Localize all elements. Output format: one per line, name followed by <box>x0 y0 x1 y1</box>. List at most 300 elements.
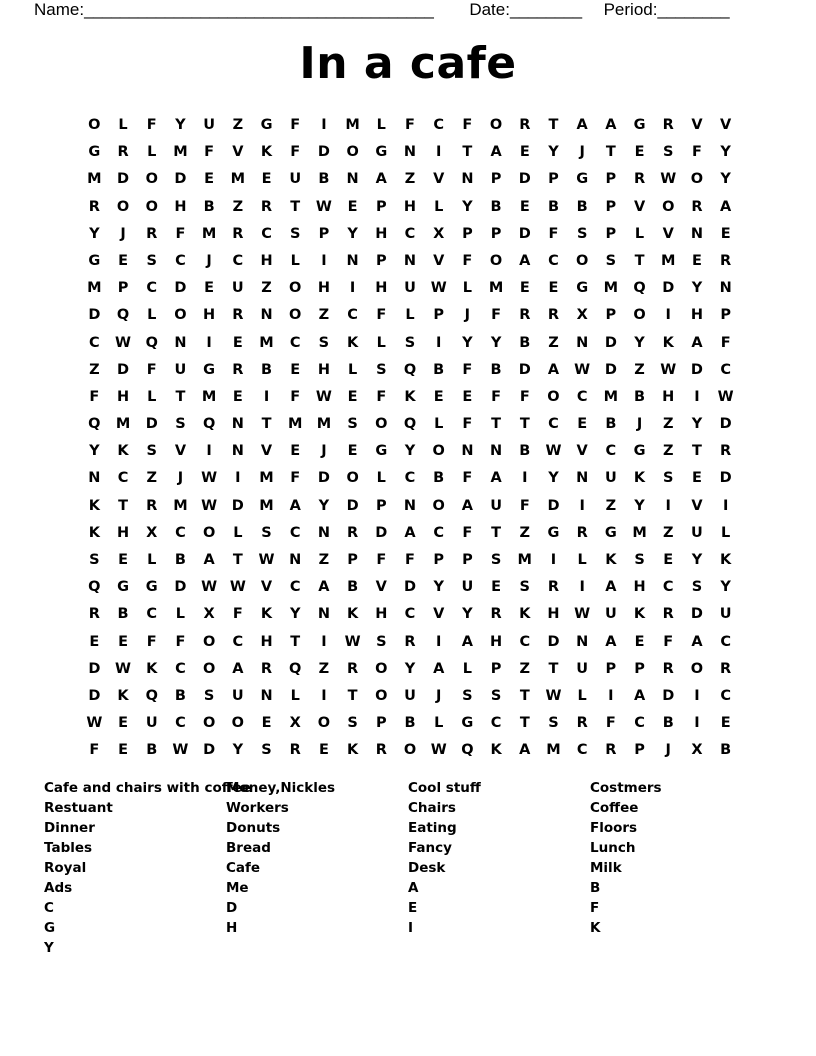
grid-cell: S <box>691 579 703 596</box>
grid-cell: P <box>318 225 330 242</box>
grid-cell: F <box>519 497 530 514</box>
grid-cell: Z <box>662 443 674 460</box>
grid-cell: D <box>662 687 675 704</box>
grid-cell: D <box>719 416 732 433</box>
grid-cell: S <box>146 443 157 460</box>
grid-cell: D <box>547 633 560 650</box>
word-list-item: E <box>408 900 418 916</box>
grid-cell: Q <box>461 742 474 759</box>
word-list-item: F <box>590 900 600 916</box>
grid-cell: N <box>403 252 417 269</box>
grid-cell: E <box>634 633 645 650</box>
grid-cell: O <box>375 660 388 677</box>
word-list-item: Cafe <box>226 860 261 876</box>
grid-cell: D <box>518 361 531 378</box>
grid-cell: C <box>576 742 588 759</box>
word-list-item: Fancy <box>408 840 452 856</box>
grid-cell: J <box>206 252 212 269</box>
grid-cell: Y <box>462 198 473 215</box>
grid-cell: R <box>117 144 129 161</box>
grid-cell: K <box>117 443 129 460</box>
grid-cell: Q <box>116 307 130 324</box>
grid-cell: I <box>235 470 241 487</box>
grid-cell: J <box>579 144 585 161</box>
grid-cell: E <box>519 144 530 161</box>
grid-cell: Y <box>634 497 645 514</box>
grid-cell: F <box>146 633 157 650</box>
grid-cell: P <box>462 225 473 242</box>
grid-cell: K <box>519 606 531 623</box>
grid-cell: Q <box>202 416 216 433</box>
grid-cell: U <box>203 117 216 133</box>
grid-cell: S <box>318 334 330 351</box>
grid-cell: O <box>375 416 388 433</box>
grid-cell: G <box>461 715 474 732</box>
word-list-item: Ads <box>44 880 73 896</box>
grid-cell: Z <box>261 280 272 297</box>
grid-cell: W <box>258 552 275 568</box>
grid-cell: R <box>547 307 560 324</box>
grid-cell: H <box>203 307 216 324</box>
grid-cell: H <box>260 252 273 269</box>
grid-cell: Z <box>318 552 330 568</box>
grid-cell: F <box>146 117 157 133</box>
grid-cell: M <box>173 497 188 514</box>
grid-cell: R <box>232 307 244 324</box>
word-list-item: Donuts <box>226 820 281 836</box>
grid-cell: Y <box>347 225 358 242</box>
grid-cell: Q <box>88 416 101 433</box>
grid-cell: V <box>260 443 273 460</box>
grid-cell: S <box>146 252 157 269</box>
student-info-header <box>34 0 782 24</box>
grid-cell: O <box>145 171 158 188</box>
grid-cell: D <box>375 524 388 541</box>
grid-cell: O <box>231 715 244 732</box>
grid-cell: A <box>547 361 560 378</box>
grid-cell: T <box>290 198 301 215</box>
grid-cell: K <box>404 388 416 405</box>
grid-cell: W <box>201 470 218 487</box>
grid-cell: A <box>691 334 703 351</box>
grid-cell: M <box>259 470 274 487</box>
grid-cell: W <box>574 606 591 623</box>
grid-cell: O <box>346 470 359 487</box>
grid-cell: A <box>203 552 215 568</box>
grid-cell: L <box>721 524 731 541</box>
grid-cell: F <box>491 307 502 324</box>
grid-cell: R <box>633 171 646 188</box>
grid-cell: A <box>576 117 588 133</box>
grid-cell: E <box>347 198 358 215</box>
grid-cell: T <box>175 388 186 405</box>
grid-cell: Z <box>89 361 100 378</box>
grid-cell: T <box>347 687 358 704</box>
grid-cell: C <box>175 715 186 732</box>
grid-cell: B <box>519 443 531 460</box>
grid-cell: N <box>576 470 589 487</box>
grid-cell: A <box>633 687 646 704</box>
grid-cell: E <box>290 361 301 378</box>
word-list-item: Tables <box>44 840 93 856</box>
grid-cell: M <box>173 144 188 161</box>
grid-cell: H <box>375 280 388 297</box>
grid-cell: V <box>433 171 445 188</box>
grid-cell: G <box>117 579 129 596</box>
word-list-item: Coffee <box>590 800 639 816</box>
grid-cell: C <box>404 470 416 487</box>
grid-cell: R <box>519 307 531 324</box>
grid-cell: D <box>203 742 216 759</box>
grid-cell: A <box>519 742 531 759</box>
grid-cell: G <box>633 443 646 460</box>
date-blank-line[interactable]: ________ <box>509 0 582 19</box>
grid-cell: F <box>146 361 157 378</box>
grid-cell: E <box>261 715 272 732</box>
grid-cell: M <box>287 416 303 433</box>
grid-cell: A <box>605 579 617 596</box>
grid-cell: M <box>201 225 217 242</box>
grid-cell: A <box>691 633 703 650</box>
grid-cell: N <box>461 171 474 188</box>
grid-cell: N <box>231 416 244 433</box>
grid-cell: N <box>317 524 330 541</box>
grid-cell: V <box>576 443 588 460</box>
grid-cell: T <box>519 687 530 704</box>
grid-cell: P <box>433 552 444 568</box>
grid-cell: V <box>174 443 187 460</box>
grid-cell: C <box>548 252 559 269</box>
grid-cell: T <box>462 144 473 161</box>
grid-cell: A <box>720 198 732 215</box>
grid-cell: R <box>519 117 531 133</box>
grid-cell: N <box>260 687 273 704</box>
grid-cell: S <box>605 252 617 269</box>
grid-cell: A <box>490 470 502 487</box>
grid-cell: Q <box>403 361 417 378</box>
grid-cell: K <box>346 334 359 351</box>
grid-cell: L <box>434 715 444 732</box>
grid-cell: S <box>261 524 272 541</box>
grid-cell: F <box>175 633 186 650</box>
grid-cell: I <box>435 144 442 161</box>
grid-cell: L <box>376 470 386 487</box>
grid-cell: P <box>605 198 617 215</box>
grid-cell: F <box>519 388 530 405</box>
grid-cell: N <box>174 334 187 351</box>
name-blank-line[interactable]: _______________________________________ <box>84 0 434 19</box>
grid-cell: W <box>315 388 332 405</box>
grid-cell: B <box>203 198 215 215</box>
name-label: Name: <box>34 0 85 19</box>
grid-cell: S <box>376 633 387 650</box>
grid-cell: O <box>432 497 445 514</box>
period-blank-line[interactable]: ________ <box>657 0 730 19</box>
grid-cell: S <box>663 470 674 487</box>
grid-cell: O <box>375 687 388 704</box>
grid-cell: M <box>345 117 360 133</box>
grid-cell: I <box>694 687 700 704</box>
grid-cell: D <box>88 660 101 677</box>
grid-cell: C <box>117 470 129 487</box>
grid-cell: D <box>346 497 359 514</box>
grid-cell: G <box>145 579 158 596</box>
word-list-item: I <box>408 920 414 936</box>
grid-cell: A <box>605 117 617 133</box>
word-list-item: Chairs <box>408 800 456 816</box>
word-list-item: D <box>226 900 238 916</box>
grid-cell: T <box>548 117 559 133</box>
grid-cell: Z <box>605 497 617 514</box>
grid-cell: B <box>146 742 158 759</box>
word-list-column <box>590 778 772 958</box>
grid-cell: U <box>604 470 617 487</box>
grid-cell: E <box>577 416 588 433</box>
grid-cell: R <box>662 660 674 677</box>
grid-cell: I <box>522 470 528 487</box>
grid-cell: G <box>375 443 388 460</box>
grid-cell: I <box>206 443 212 460</box>
grid-cell: R <box>490 606 502 623</box>
grid-cell: C <box>289 579 301 596</box>
grid-cell: Z <box>146 470 157 487</box>
grid-cell: F <box>462 117 473 133</box>
grid-cell: K <box>117 687 129 704</box>
grid-cell: S <box>347 715 358 732</box>
grid-cell: S <box>175 416 186 433</box>
grid-cell: B <box>605 416 617 433</box>
grid-cell: W <box>717 388 734 405</box>
grid-cell: R <box>146 225 158 242</box>
grid-cell: H <box>403 198 417 215</box>
grid-cell: I <box>435 633 442 650</box>
grid-cell: O <box>346 144 359 161</box>
grid-cell: B <box>347 579 359 596</box>
grid-cell: M <box>316 416 332 433</box>
grid-cell: D <box>604 334 617 351</box>
grid-cell: O <box>690 171 704 188</box>
grid-cell: I <box>579 579 585 596</box>
grid-cell: F <box>605 715 616 732</box>
grid-cell: R <box>576 524 588 541</box>
grid-cell: L <box>147 307 157 324</box>
grid-cell: M <box>603 280 619 297</box>
grid-cell: C <box>433 524 445 541</box>
grid-cell: O <box>489 117 503 133</box>
grid-cell: W <box>201 579 218 596</box>
grid-cell: T <box>548 660 559 677</box>
grid-cell: V <box>662 225 674 242</box>
grid-cell: V <box>633 198 646 215</box>
word-list-item: Milk <box>590 860 622 876</box>
grid-cell: T <box>491 524 502 541</box>
grid-cell: U <box>231 687 244 704</box>
grid-cell: N <box>231 443 244 460</box>
grid-cell: F <box>491 388 502 405</box>
grid-cell: Y <box>175 117 186 133</box>
grid-cell: M <box>259 334 274 351</box>
grid-cell: B <box>490 361 502 378</box>
grid-cell: T <box>634 252 645 269</box>
grid-cell: R <box>691 198 703 215</box>
grid-cell: U <box>231 280 244 297</box>
grid-cell: B <box>318 171 330 188</box>
grid-cell: D <box>547 497 560 514</box>
grid-cell: X <box>691 742 703 759</box>
grid-cell: Y <box>404 443 416 460</box>
grid-cell: Y <box>462 334 473 351</box>
grid-cell: K <box>146 660 158 677</box>
grid-cell: Z <box>318 307 330 324</box>
grid-cell: U <box>604 606 617 623</box>
grid-cell: R <box>232 225 244 242</box>
word-list-item: Money,Nickles <box>226 780 336 796</box>
word-search-grid <box>80 112 740 765</box>
grid-cell: D <box>690 361 703 378</box>
grid-cell: D <box>117 171 130 188</box>
grid-cell: W <box>660 361 677 378</box>
grid-cell: J <box>435 687 442 704</box>
grid-cell: S <box>347 416 358 433</box>
word-list-item: Lunch <box>590 840 636 856</box>
grid-cell: C <box>634 715 645 732</box>
grid-cell: F <box>232 606 243 623</box>
grid-cell: K <box>633 470 646 487</box>
grid-cell: C <box>232 633 244 650</box>
grid-cell: O <box>403 742 417 759</box>
grid-cell: G <box>633 117 646 133</box>
grid-cell: P <box>462 552 473 568</box>
grid-cell: H <box>174 198 187 215</box>
grid-cell: R <box>720 443 732 460</box>
grid-cell: L <box>462 280 472 297</box>
grid-cell: V <box>691 497 703 514</box>
grid-cell: A <box>289 497 301 514</box>
grid-cell: S <box>462 687 473 704</box>
word-list-item: Me <box>226 880 249 896</box>
grid-cell: O <box>88 117 101 133</box>
grid-cell: C <box>175 252 186 269</box>
grid-cell: F <box>462 361 473 378</box>
grid-cell: E <box>232 334 243 351</box>
grid-cell: F <box>691 144 702 161</box>
grid-cell: L <box>147 144 157 161</box>
grid-cell: R <box>88 198 100 215</box>
grid-cell: P <box>375 198 387 215</box>
grid-cell: B <box>433 361 445 378</box>
grid-cell: H <box>317 361 330 378</box>
grid-cell: D <box>518 225 531 242</box>
grid-cell: Z <box>232 198 244 215</box>
grid-cell: T <box>605 144 616 161</box>
grid-cell: F <box>548 225 559 242</box>
grid-cell: U <box>719 606 732 623</box>
grid-cell: C <box>146 280 158 297</box>
grid-cell: E <box>491 579 502 596</box>
grid-cell: R <box>88 606 100 623</box>
grid-cell: A <box>433 660 445 677</box>
grid-cell: Y <box>404 660 416 677</box>
grid-cell: S <box>634 552 645 568</box>
grid-cell: D <box>174 579 187 596</box>
grid-cell: I <box>349 280 356 297</box>
grid-cell: E <box>89 633 100 650</box>
grid-cell: A <box>461 633 473 650</box>
word-list-item: Workers <box>226 800 289 816</box>
period-label: Period: <box>603 0 658 19</box>
grid-cell: U <box>289 171 302 188</box>
grid-cell: M <box>632 524 647 541</box>
grid-cell: C <box>404 606 416 623</box>
grid-cell: U <box>174 361 187 378</box>
word-list-item: Costmers <box>590 780 662 796</box>
grid-cell: B <box>490 198 502 215</box>
grid-cell: Y <box>89 225 100 242</box>
grid-cell: P <box>490 225 502 242</box>
grid-cell: T <box>519 715 530 732</box>
grid-cell: Y <box>318 497 330 514</box>
grid-cell: T <box>290 633 301 650</box>
grid-cell: F <box>175 225 186 242</box>
grid-cell: H <box>116 524 130 541</box>
grid-cell: Z <box>232 117 244 133</box>
grid-cell: O <box>633 307 646 324</box>
grid-cell: V <box>433 252 445 269</box>
grid-cell: D <box>174 171 187 188</box>
grid-cell: O <box>202 524 216 541</box>
grid-cell: Z <box>634 361 645 378</box>
grid-cell: L <box>577 552 587 568</box>
grid-cell: O <box>432 443 445 460</box>
grid-cell: M <box>661 252 676 269</box>
grid-cell: L <box>434 198 444 215</box>
grid-cell: P <box>548 171 559 188</box>
grid-cell: Y <box>462 606 473 623</box>
grid-cell: C <box>175 524 186 541</box>
grid-cell: M <box>201 388 217 405</box>
grid-cell: P <box>634 742 645 759</box>
grid-cell: O <box>489 252 503 269</box>
grid-cell: S <box>490 552 502 568</box>
grid-cell: N <box>690 225 704 242</box>
grid-cell: G <box>203 361 216 378</box>
grid-cell: S <box>548 715 559 732</box>
grid-cell: E <box>462 388 473 405</box>
word-list-item: Bread <box>226 840 271 856</box>
grid-cell: G <box>576 280 589 297</box>
grid-cell: B <box>662 715 674 732</box>
grid-cell: H <box>317 280 330 297</box>
grid-cell: L <box>634 225 645 242</box>
grid-cell: A <box>232 660 244 677</box>
grid-cell: G <box>547 524 560 541</box>
grid-cell: F <box>405 117 415 133</box>
grid-cell: M <box>87 171 102 188</box>
word-list-column <box>226 778 408 958</box>
grid-cell: N <box>260 307 273 324</box>
grid-cell: Y <box>232 742 244 759</box>
grid-cell: N <box>719 280 732 297</box>
grid-cell: A <box>605 633 617 650</box>
grid-cell: U <box>691 524 703 541</box>
grid-cell: V <box>260 579 273 596</box>
grid-cell: M <box>546 742 561 759</box>
grid-cell: I <box>263 388 270 405</box>
grid-cell: C <box>720 687 731 704</box>
grid-cell: Q <box>289 660 302 677</box>
grid-cell: C <box>289 524 301 541</box>
grid-cell: C <box>89 334 100 351</box>
